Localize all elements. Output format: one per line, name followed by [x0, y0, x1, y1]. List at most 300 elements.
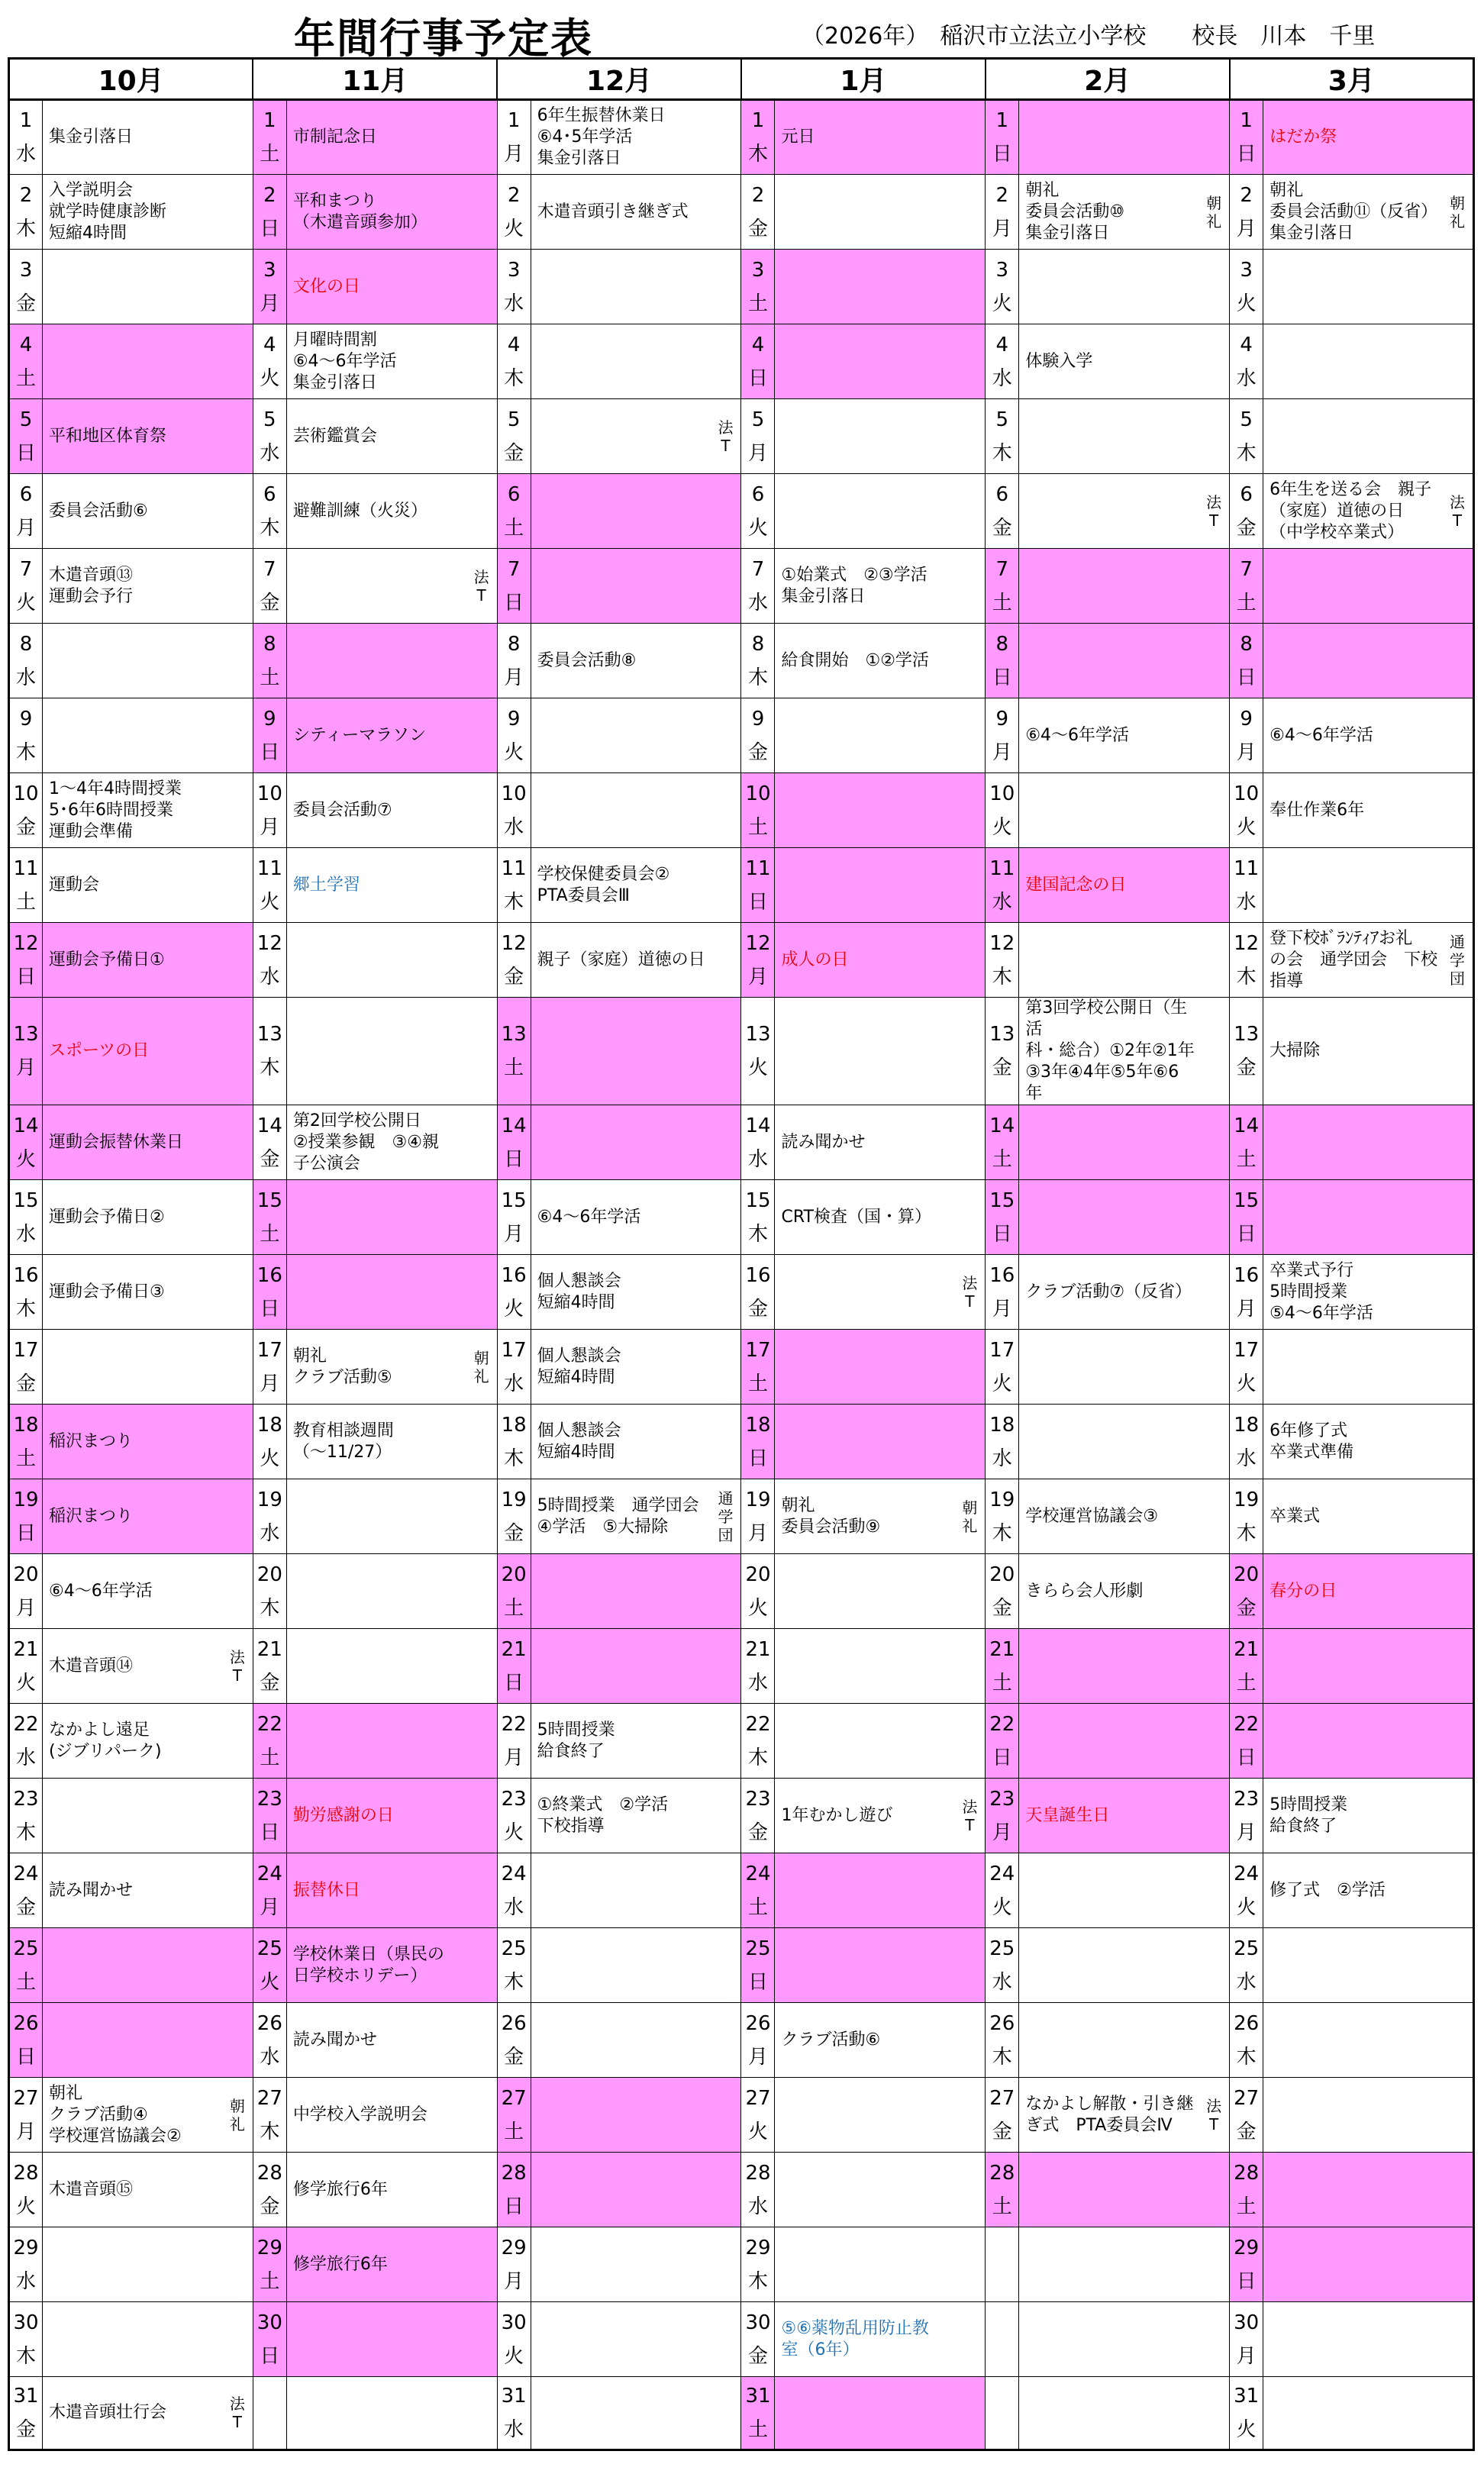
weekday: 金 — [1236, 2120, 1257, 2143]
weekday: 火 — [260, 366, 280, 390]
event-text: 学校休業日（県民の 日学校ホリデー） — [292, 1944, 444, 1985]
weekday: 月 — [1236, 2344, 1257, 2368]
event-cell — [1263, 250, 1474, 324]
side-tag: 法 T — [962, 1797, 978, 1834]
weekday: 日 — [504, 1147, 524, 1171]
date-cell — [253, 2302, 286, 2377]
day-number: 2 — [1240, 183, 1253, 207]
weekday: 水 — [15, 1222, 36, 1246]
date-cell — [1230, 848, 1263, 923]
weekday: 水 — [504, 815, 524, 839]
date-cell — [1230, 1853, 1263, 1928]
month-header: 1月 — [741, 59, 986, 100]
event-cell — [1019, 923, 1230, 998]
weekday: 土 — [747, 292, 768, 315]
date-cell — [253, 773, 286, 848]
event-cell — [1019, 1255, 1230, 1330]
weekday: 月 — [504, 143, 524, 166]
weekday: 金 — [747, 1297, 768, 1321]
event-cell — [775, 698, 986, 773]
side-tag: 通 学 団 — [1450, 932, 1465, 988]
weekday: 日 — [992, 1222, 1012, 1246]
weekday: 月 — [747, 2045, 768, 2069]
event-cell — [43, 100, 253, 175]
day-number: 9 — [507, 707, 521, 731]
event-text: 運動会予備日① — [49, 950, 165, 969]
event-cell — [43, 1330, 253, 1405]
date-cell — [1230, 1554, 1263, 1629]
event-text: 朝礼 クラブ活動⑤ — [292, 1346, 392, 1387]
day-number: 2 — [751, 183, 765, 207]
day-number: 1 — [751, 109, 765, 132]
event-cell — [531, 1629, 741, 1704]
event-cell — [286, 250, 497, 324]
day-number: 7 — [19, 557, 33, 581]
school-info: （2026年） 稲沢市立法立小学校 校長 川本 千里 — [802, 23, 1376, 50]
day-number: 25 — [13, 1937, 39, 1960]
date-cell — [497, 1853, 531, 1928]
month-header: 2月 — [986, 59, 1230, 100]
weekday: 土 — [992, 2195, 1012, 2218]
day-number: 15 — [745, 1189, 771, 1212]
annual-schedule-table — [8, 57, 1475, 2451]
weekday: 金 — [15, 815, 36, 839]
event-cell — [1019, 1629, 1230, 1704]
weekday: 木 — [747, 1222, 768, 1246]
date-cell — [986, 1928, 1019, 2003]
weekday: 水 — [260, 1521, 280, 1545]
side-tag: 法 T — [229, 2395, 245, 2431]
day-number: 20 — [501, 1563, 527, 1586]
event-cell — [531, 1704, 741, 1779]
event-cell — [286, 1105, 497, 1180]
event-text: 教育相談週間 （～11/27） — [292, 1421, 394, 1462]
date-cell — [497, 2302, 531, 2377]
month-header: 12月 — [497, 59, 741, 100]
event-cell — [1263, 1779, 1474, 1853]
date-cell — [9, 1255, 43, 1330]
date-cell — [741, 1554, 775, 1629]
event-cell — [1263, 1629, 1474, 1704]
weekday: 木 — [992, 2045, 1012, 2069]
weekday: 水 — [260, 2045, 280, 2069]
event-text: 読み聞かせ — [292, 2030, 377, 2050]
date-cell — [253, 1105, 286, 1180]
weekday: 水 — [15, 143, 36, 166]
day-number: 12 — [1234, 931, 1260, 955]
event-text: 集金引落日 — [49, 127, 134, 147]
weekday: 火 — [992, 815, 1012, 839]
day-row — [9, 1255, 1474, 1330]
event-cell — [531, 848, 741, 923]
weekday: 金 — [260, 1671, 280, 1695]
date-cell — [9, 1853, 43, 1928]
date-cell — [1230, 2227, 1263, 2302]
event-cell — [286, 474, 497, 549]
event-text: 平和まつり （木遣音頭参加） — [292, 191, 427, 232]
event-cell — [1263, 2003, 1474, 2078]
day-number: 7 — [507, 557, 521, 581]
event-cell — [531, 1928, 741, 2003]
event-cell — [1019, 549, 1230, 624]
event-text: 委員会活動⑦ — [292, 800, 392, 820]
day-row — [9, 2153, 1474, 2227]
event-cell — [43, 2377, 253, 2450]
day-number: 14 — [13, 1114, 39, 1137]
weekday: 火 — [747, 1056, 768, 1079]
weekday: 土 — [15, 366, 36, 390]
weekday: 日 — [504, 2195, 524, 2218]
day-number: 19 — [989, 1488, 1015, 1511]
weekday: 土 — [15, 890, 36, 914]
weekday: 土 — [992, 1671, 1012, 1695]
weekday: 金 — [1236, 1596, 1257, 1620]
event-cell — [43, 1629, 253, 1704]
event-cell — [775, 549, 986, 624]
date-cell — [253, 1255, 286, 1330]
day-number: 7 — [1240, 557, 1253, 581]
event-text: 親子（家庭）道徳の日 — [537, 950, 705, 969]
event-text: 朝礼 クラブ活動④ 学校運営協議会② — [49, 2083, 182, 2146]
event-cell — [775, 399, 986, 474]
day-number: 5 — [1240, 408, 1253, 431]
event-text: 6年修了式 卒業式準備 — [1269, 1421, 1354, 1462]
day-number: 28 — [745, 2161, 771, 2185]
weekday: 月 — [504, 666, 524, 689]
event-cell — [43, 1180, 253, 1255]
day-number: 13 — [745, 1023, 771, 1046]
event-text: 天皇誕生日 — [1025, 1805, 1110, 1825]
date-cell — [497, 1554, 531, 1629]
date-cell — [986, 2003, 1019, 2078]
weekday: 月 — [992, 1297, 1012, 1321]
day-row — [9, 2377, 1474, 2450]
date-cell — [741, 1704, 775, 1779]
date-cell — [497, 2153, 531, 2227]
event-cell — [775, 2003, 986, 2078]
weekday: 日 — [747, 1447, 768, 1470]
event-cell — [775, 1554, 986, 1629]
date-cell — [497, 2227, 531, 2302]
event-cell — [286, 848, 497, 923]
day-number: 18 — [989, 1413, 1015, 1437]
event-cell — [1263, 1554, 1474, 1629]
date-cell — [253, 175, 286, 250]
event-text: 第2回学校公開日 ②授業参観 ③④親 子公演会 — [292, 1111, 439, 1173]
day-number: 19 — [256, 1488, 282, 1511]
date-cell — [986, 624, 1019, 698]
weekday: 木 — [747, 143, 768, 166]
date-cell — [9, 698, 43, 773]
weekday: 木 — [15, 740, 36, 764]
event-cell — [775, 998, 986, 1105]
weekday: 土 — [260, 1746, 280, 1769]
weekday: 金 — [992, 1056, 1012, 1079]
day-row — [9, 998, 1474, 1105]
date-cell — [253, 1330, 286, 1405]
day-row — [9, 1180, 1474, 1255]
event-text: 朝礼 委員会活動⑨ — [781, 1495, 881, 1537]
day-number: 21 — [745, 1637, 771, 1661]
weekday: 土 — [504, 516, 524, 540]
weekday: 水 — [1236, 1447, 1257, 1470]
event-text: 春分の日 — [1269, 1581, 1337, 1601]
event-cell — [43, 1704, 253, 1779]
day-number: 21 — [13, 1637, 39, 1661]
event-cell — [286, 923, 497, 998]
weekday: 金 — [260, 2195, 280, 2218]
day-number: 17 — [13, 1338, 39, 1362]
weekday: 木 — [504, 1970, 524, 1994]
event-cell — [43, 848, 253, 923]
day-number: 15 — [1234, 1189, 1260, 1212]
event-text: 大掃除 — [1269, 1041, 1321, 1060]
event-text: 学校保健委員会② PTA委員会Ⅲ — [537, 864, 670, 905]
date-cell — [253, 848, 286, 923]
weekday: 木 — [15, 2344, 36, 2368]
weekday: 火 — [747, 1596, 768, 1620]
date-cell — [497, 1405, 531, 1479]
weekday: 月 — [260, 1372, 280, 1395]
event-text: 修学旅行6年 — [292, 2254, 388, 2274]
event-text: 1～4年4時間授業 5･6年6時間授業 運動会準備 — [49, 779, 182, 841]
day-number: 5 — [751, 408, 765, 431]
day-number: 8 — [263, 632, 276, 656]
weekday: 日 — [747, 1970, 768, 1994]
weekday: 月 — [1236, 740, 1257, 764]
day-number: 6 — [1240, 482, 1253, 506]
event-cell — [531, 2302, 741, 2377]
weekday: 木 — [992, 965, 1012, 989]
month-header: 11月 — [253, 59, 497, 100]
event-cell — [1263, 848, 1474, 923]
event-cell — [286, 175, 497, 250]
event-cell — [286, 1330, 497, 1405]
event-cell — [43, 1554, 253, 1629]
weekday: 日 — [260, 1297, 280, 1321]
weekday: 日 — [1236, 1746, 1257, 1769]
day-number: 8 — [751, 632, 765, 656]
date-cell — [741, 1479, 775, 1554]
event-text: シティーマラソン — [292, 725, 427, 745]
day-row — [9, 100, 1474, 175]
weekday: 土 — [260, 666, 280, 689]
weekday: 月 — [992, 1821, 1012, 1844]
day-number: 14 — [745, 1114, 771, 1137]
event-text: 元日 — [781, 127, 815, 147]
event-text: 委員会活動⑥ — [49, 501, 148, 521]
event-cell — [286, 1255, 497, 1330]
weekday: 土 — [747, 1895, 768, 1919]
event-text: はだか祭 — [1269, 127, 1337, 147]
weekday: 火 — [15, 1671, 36, 1695]
event-cell — [531, 998, 741, 1105]
event-cell — [43, 175, 253, 250]
day-number: 1 — [263, 109, 276, 132]
event-text: クラブ活動⑦（反省） — [1025, 1282, 1192, 1301]
event-cell — [43, 1928, 253, 2003]
event-cell — [775, 1105, 986, 1180]
day-number: 24 — [256, 1862, 282, 1885]
weekday: 土 — [15, 1447, 36, 1470]
day-row — [9, 2227, 1474, 2302]
day-number: 7 — [263, 557, 276, 581]
weekday: 木 — [992, 1521, 1012, 1545]
date-cell — [741, 2153, 775, 2227]
day-number: 2 — [995, 183, 1009, 207]
side-tag: 朝 礼 — [229, 2096, 245, 2134]
weekday: 木 — [15, 217, 36, 240]
date-cell — [9, 1180, 43, 1255]
event-cell — [1263, 324, 1474, 399]
event-cell — [1019, 474, 1230, 549]
event-cell — [43, 998, 253, 1105]
event-cell — [1263, 399, 1474, 474]
date-cell — [986, 2227, 1019, 2302]
event-text: 運動会予備日② — [49, 1207, 165, 1227]
weekday: 木 — [504, 366, 524, 390]
day-number: 23 — [256, 1787, 282, 1811]
event-text: 個人懇談会 短縮4時間 — [537, 1421, 621, 1462]
weekday: 火 — [15, 1147, 36, 1171]
side-tag: 法 T — [1450, 492, 1465, 530]
date-cell — [741, 1853, 775, 1928]
event-cell — [1019, 1330, 1230, 1405]
event-cell — [531, 773, 741, 848]
day-number: 10 — [745, 782, 771, 805]
weekday: 木 — [504, 1447, 524, 1470]
weekday: 火 — [15, 2195, 36, 2218]
date-cell — [497, 549, 531, 624]
event-cell — [775, 848, 986, 923]
weekday: 月 — [992, 740, 1012, 764]
date-cell — [253, 1554, 286, 1629]
event-cell — [1019, 1180, 1230, 1255]
day-number: 20 — [1234, 1563, 1260, 1586]
weekday: 土 — [747, 815, 768, 839]
event-text: ①終業式 ②学活 下校指導 — [537, 1795, 669, 1836]
day-number: 18 — [13, 1413, 39, 1437]
event-text: 5時間授業 通学団会 ④学活 ⑤大掃除 — [537, 1495, 699, 1537]
event-cell — [531, 1105, 741, 1180]
day-number: 27 — [13, 2086, 39, 2110]
date-cell — [9, 175, 43, 250]
event-text: なかよし解散・引き継 ぎ式 PTA委員会Ⅳ — [1025, 2094, 1194, 2135]
weekday: 金 — [260, 591, 280, 614]
day-row — [9, 848, 1474, 923]
date-cell — [1230, 2078, 1263, 2153]
day-number: 11 — [256, 856, 282, 880]
day-number: 18 — [1234, 1413, 1260, 1437]
event-cell — [531, 250, 741, 324]
weekday: 月 — [1236, 1297, 1257, 1321]
day-number: 6 — [995, 482, 1009, 506]
date-cell — [497, 2003, 531, 2078]
day-number: 16 — [256, 1263, 282, 1287]
event-text: 個人懇談会 短縮4時間 — [537, 1346, 621, 1387]
weekday: 月 — [992, 217, 1012, 240]
date-cell — [986, 1105, 1019, 1180]
day-number: 2 — [19, 183, 33, 207]
day-number: 14 — [501, 1114, 527, 1137]
event-cell — [531, 1180, 741, 1255]
weekday: 火 — [747, 2120, 768, 2143]
day-number: 31 — [745, 2385, 771, 2408]
date-cell — [253, 549, 286, 624]
day-number: 4 — [1240, 333, 1253, 356]
day-number: 11 — [1234, 856, 1260, 880]
date-cell — [1230, 2377, 1263, 2450]
event-cell — [1263, 1928, 1474, 2003]
day-number: 12 — [745, 931, 771, 955]
date-cell — [253, 698, 286, 773]
day-number: 31 — [501, 2385, 527, 2408]
weekday: 木 — [747, 1746, 768, 1769]
day-number: 20 — [989, 1563, 1015, 1586]
event-cell — [43, 474, 253, 549]
side-tag: 法 T — [1206, 492, 1222, 530]
weekday: 日 — [260, 740, 280, 764]
day-row — [9, 1330, 1474, 1405]
event-cell — [286, 773, 497, 848]
day-number: 22 — [256, 1712, 282, 1736]
event-cell — [775, 1629, 986, 1704]
event-cell — [43, 923, 253, 998]
date-cell — [741, 698, 775, 773]
day-number: 19 — [501, 1488, 527, 1511]
date-cell — [497, 2377, 531, 2450]
event-cell — [531, 698, 741, 773]
date-cell — [253, 250, 286, 324]
day-number: 6 — [507, 482, 521, 506]
event-text: きらら会人形劇 — [1025, 1581, 1144, 1601]
weekday: 水 — [260, 441, 280, 465]
event-cell — [531, 1479, 741, 1554]
date-cell — [741, 100, 775, 175]
day-number: 29 — [745, 2236, 771, 2259]
event-cell — [1019, 1779, 1230, 1853]
event-text: 修了式 ②学活 — [1269, 1880, 1386, 1900]
event-text: 修学旅行6年 — [292, 2179, 388, 2199]
date-cell — [986, 1779, 1019, 1853]
day-number: 15 — [256, 1189, 282, 1212]
date-cell — [741, 2377, 775, 2450]
side-tag: 法 T — [718, 418, 734, 455]
day-row — [9, 324, 1474, 399]
event-cell — [286, 2302, 497, 2377]
date-cell — [9, 1479, 43, 1554]
event-cell — [531, 1405, 741, 1479]
date-cell — [1230, 1180, 1263, 1255]
event-text: 木遣音頭⑮ — [49, 2179, 134, 2199]
day-number: 9 — [263, 707, 276, 731]
weekday: 日 — [15, 1521, 36, 1545]
day-number: 12 — [13, 931, 39, 955]
event-text: 5時間授業 給食終了 — [537, 1720, 615, 1761]
day-number: 25 — [1234, 1937, 1260, 1960]
date-cell — [741, 474, 775, 549]
weekday: 土 — [1236, 1671, 1257, 1695]
event-text: 運動会予備日③ — [49, 1282, 165, 1301]
day-number: 4 — [751, 333, 765, 356]
event-cell — [531, 923, 741, 998]
weekday: 日 — [15, 965, 36, 989]
weekday: 月 — [15, 1596, 36, 1620]
day-number: 26 — [745, 2011, 771, 2035]
weekday: 火 — [504, 2344, 524, 2368]
date-cell — [986, 1554, 1019, 1629]
day-number: 10 — [989, 782, 1015, 805]
